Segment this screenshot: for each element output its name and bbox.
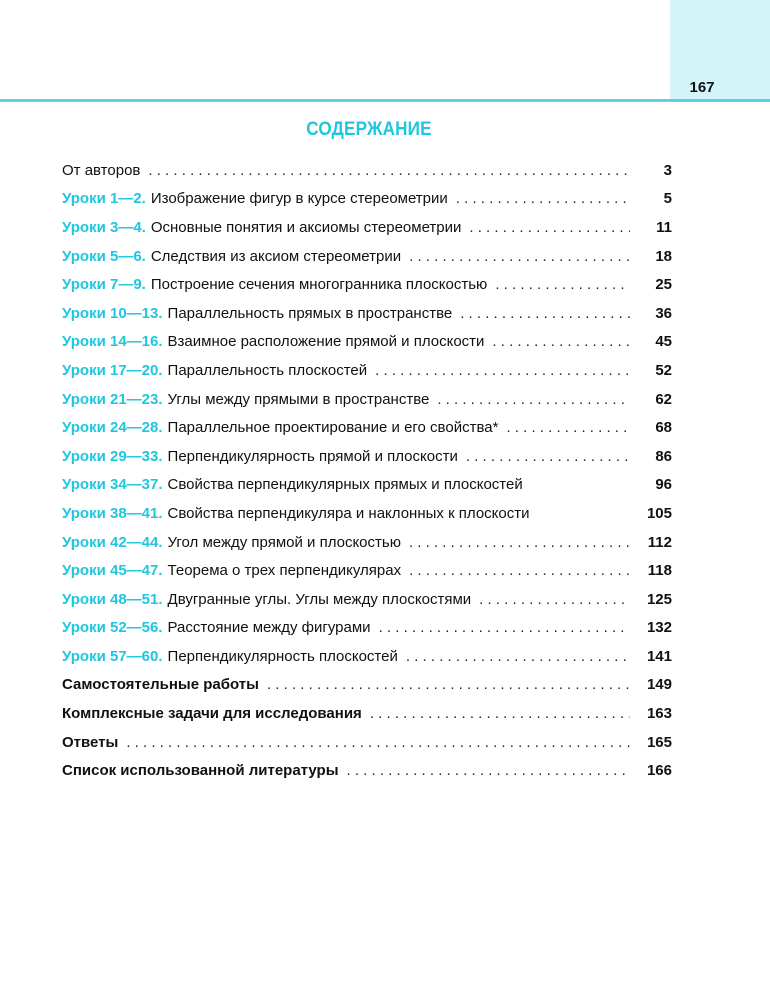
toc-leader-dots	[495, 276, 630, 293]
toc-leader-dots	[492, 333, 630, 350]
toc-leader-dots	[379, 619, 630, 636]
toc-entry[interactable]	[62, 328, 672, 357]
toc-lesson-label: Уроки 5—6.	[62, 247, 146, 265]
toc-lesson-label: Уроки 17—20.	[62, 361, 163, 379]
toc-entry[interactable]	[62, 585, 672, 614]
toc-entry-title: Угол между прямой и плоскостью	[167, 533, 401, 551]
toc-lesson-label: Уроки 7—9.	[62, 276, 146, 294]
toc-page-number: 18	[655, 247, 672, 265]
header-rule	[0, 99, 770, 102]
toc-leader-dots	[479, 591, 630, 608]
toc-page-number: 68	[655, 419, 672, 437]
toc-entry-title: Построение сечения многогранника плоскостью	[150, 276, 488, 294]
toc-leader-dots	[126, 734, 630, 751]
toc-lesson-label: Уроки 48—51.	[62, 590, 163, 608]
toc-page-number: 165	[646, 733, 672, 751]
toc-entry-title: Перпендикулярность прямой и плоскости	[167, 447, 458, 465]
toc-leader-dots	[406, 648, 630, 665]
toc-entry-title: Углы между прямыми в пространстве	[167, 390, 430, 408]
toc-entry-title: Следствия из аксиом стереометрии	[150, 247, 402, 265]
toc-entry[interactable]	[62, 156, 672, 185]
toc-entry[interactable]	[62, 642, 672, 671]
toc-page-number: 11	[656, 218, 672, 236]
toc-entry-title: Основные понятия и аксиомы стереометрии	[150, 218, 462, 236]
toc-lesson-label: Уроки 14—16.	[62, 333, 163, 351]
toc-entry[interactable]	[62, 528, 672, 557]
toc-entry[interactable]	[62, 556, 672, 585]
toc-lesson-label: Уроки 10—13.	[62, 304, 163, 322]
toc-leader-dots	[370, 705, 630, 722]
toc-entry-title: Свойства перпендикуляра и наклонных к плоскости	[167, 504, 530, 522]
toc-entry[interactable]	[62, 756, 672, 785]
toc-entry-title: Перпендикулярность плоскостей	[167, 647, 398, 665]
toc-entry-title: Теорема о трех перпендикулярах	[167, 562, 402, 580]
toc-entry[interactable]	[62, 185, 672, 214]
toc-entry-title: Параллельное проектирование и его свойства*	[167, 419, 499, 437]
toc-entry-title: Свойства перпендикулярных прямых и плоскостей	[167, 476, 523, 494]
toc-page-number: 112	[647, 533, 672, 551]
toc-entry[interactable]	[62, 413, 672, 442]
toc-page-number: 25	[655, 276, 672, 294]
toc-leader-dots	[466, 448, 630, 465]
toc-entry[interactable]	[62, 728, 672, 757]
toc-lesson-label: Уроки 42—44.	[62, 533, 163, 551]
toc-leader-dots	[409, 534, 630, 551]
page-title: СОДЕРЖАНИЕ	[306, 119, 432, 140]
toc-lesson-label: Уроки 57—60.	[62, 647, 163, 665]
toc-lesson-label: Уроки 52—56.	[62, 619, 163, 637]
toc-entry[interactable]	[62, 270, 672, 299]
toc-page-number: 166	[646, 762, 672, 780]
toc-entry-title: Ответы	[62, 733, 119, 751]
toc-entry-title: Список использованной литературы	[62, 762, 339, 780]
toc-entry[interactable]	[62, 442, 672, 471]
toc-page-number: 45	[655, 333, 672, 351]
toc-page-number: 118	[647, 562, 672, 580]
toc-page-number: 149	[646, 676, 672, 694]
toc-page-number: 125	[646, 590, 672, 608]
toc-leader-dots	[469, 219, 630, 236]
toc-entry[interactable]	[62, 671, 672, 700]
toc-page-number: 36	[655, 304, 672, 322]
toc-lesson-label: Уроки 24—28.	[62, 419, 163, 437]
toc-lesson-label: Уроки 1—2.	[62, 190, 146, 208]
toc-page-number: 5	[663, 190, 672, 208]
toc-page-number: 96	[655, 476, 672, 494]
toc-lesson-label: Уроки 21—23.	[62, 390, 163, 408]
toc-leader-dots	[460, 305, 630, 322]
toc-leader-dots	[506, 419, 630, 436]
toc-leader-dots	[437, 391, 630, 408]
toc-entry-title: Параллельность плоскостей	[167, 361, 368, 379]
toc-page-number: 86	[655, 447, 672, 465]
toc-leader-dots	[409, 248, 630, 265]
toc-page-number: 163	[646, 705, 672, 723]
toc-entry[interactable]	[62, 213, 672, 242]
toc-leader-dots	[267, 676, 630, 693]
toc-leader-dots	[409, 562, 630, 579]
toc-page-number: 3	[663, 161, 672, 179]
toc-entry[interactable]	[62, 699, 672, 728]
toc-entry[interactable]	[62, 614, 672, 643]
toc-entry[interactable]	[62, 242, 672, 271]
toc-entry-title: От авторов	[62, 161, 141, 179]
table-of-contents	[62, 156, 672, 785]
toc-entry-title: Комплексные задачи для исследования	[62, 705, 362, 723]
toc-lesson-label: Уроки 34—37.	[62, 476, 163, 494]
toc-page-number: 105	[646, 504, 672, 522]
toc-entry[interactable]	[62, 356, 672, 385]
toc-page-number: 132	[646, 619, 672, 637]
toc-entry[interactable]	[62, 385, 672, 414]
toc-entry[interactable]	[62, 299, 672, 328]
toc-leader-dots	[456, 190, 630, 207]
toc-entry-title: Расстояние между фигурами	[167, 619, 371, 637]
toc-entry-title: Взаимное расположение прямой и плоскости	[167, 333, 485, 351]
toc-entry-title: Параллельность прямых в пространстве	[167, 304, 453, 322]
toc-lesson-label: Уроки 45—47.	[62, 562, 163, 580]
toc-leader-dots	[375, 362, 630, 379]
toc-leader-dots	[347, 762, 630, 779]
toc-entry-title: Двугранные углы. Углы между плоскостями	[167, 590, 472, 608]
toc-entry[interactable]	[62, 471, 672, 500]
toc-entry[interactable]	[62, 499, 672, 528]
toc-entry-title: Изображение фигур в курсе стереометрии	[150, 190, 448, 208]
toc-page-number: 141	[646, 647, 672, 665]
toc-entry-title: Самостоятельные работы	[62, 676, 259, 694]
toc-page-number: 62	[655, 390, 672, 408]
toc-lesson-label: Уроки 3—4.	[62, 218, 146, 236]
toc-lesson-label: Уроки 29—33.	[62, 447, 163, 465]
toc-page-number: 52	[655, 361, 672, 379]
toc-lesson-label: Уроки 38—41.	[62, 504, 163, 522]
page-number: 167	[689, 79, 715, 96]
toc-leader-dots	[148, 162, 630, 179]
